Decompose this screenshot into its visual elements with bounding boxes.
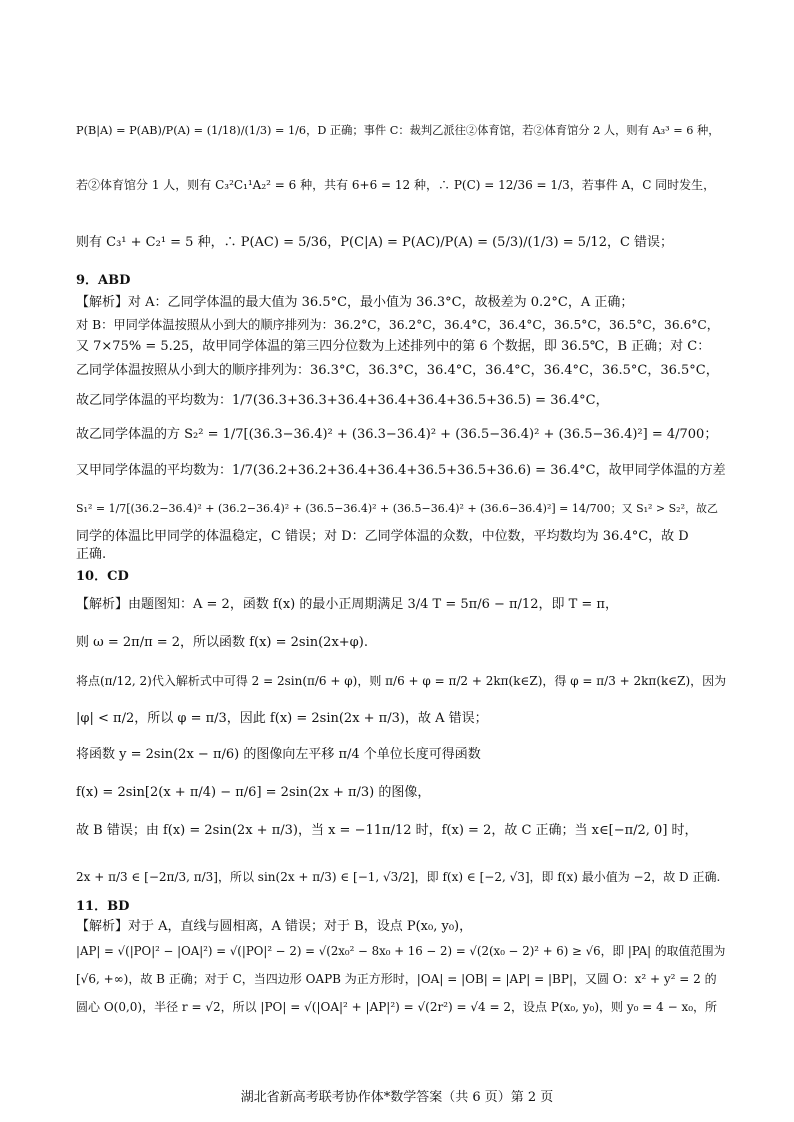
text-line: 则有 C₃¹ + C₂¹ = 5 种，∴ P(AC) = 5/36，P(C|A) = P(AC)/P(A) = (5/3)/(1/3) = 5/12，C 错误；	[76, 235, 674, 250]
text-line: 将点(π/12, 2)代入解析式中可得 2 = 2sin(π/6 + φ)，则 π/6 + φ = π/2 + 2kπ(k∈Z)，得 φ = π/3 + 2kπ(k∈Z)，因为	[76, 674, 727, 688]
text-line: 【解析】由题图知：A = 2，函数 f(x) 的最小正周期满足 3/4 T = 5π/6 − π/12，即 T = π，	[76, 597, 618, 612]
text-line: 又甲同学体温的平均数为：1/7(36.2+36.2+36.4+36.4+36.5+36.5+36.6) = 36.4°C，故甲同学体温的方差	[76, 463, 726, 478]
text-line: 圆心 O(0,0)，半径 r = √2，所以 |PO| = √(|OA|² + |AP|²) = √(2r²) = √4 = 2，设点 P(x₀, y₀)，则 y₀ = 4 − x₀，所	[76, 1000, 718, 1014]
question-number: 10．CD	[76, 569, 129, 584]
text-line: 2x + π/3 ∈ [−2π/3, π/3]，所以 sin(2x + π/3) ∈ [−1, √3/2]，即 f(x) ∈ [−2, √3]，即 f(x) 最小值为 −2，故 D 正确.	[76, 870, 721, 884]
text-line: 正确.	[76, 547, 107, 562]
text-line: |φ| < π/2，所以 φ = π/3，因此 f(x) = 2sin(2x + π/3)，故 A 错误；	[76, 711, 488, 726]
question-number: 11．BD	[76, 899, 130, 914]
text-line: 【解析】对 A：乙同学体温的最大值为 36.5°C，最小值为 36.3°C，故极差为 0.2°C，A 正确；	[76, 295, 634, 310]
text-line: 故乙同学体温的平均数为：1/7(36.3+36.3+36.4+36.4+36.4+36.5+36.5) = 36.4°C，	[76, 393, 609, 408]
text-line: 对 B：甲同学体温按照从小到大的顺序排列为：36.2°C，36.2°C，36.4°C，36.4°C，36.5°C，36.5°C，36.6°C，	[76, 318, 720, 332]
question-number: 9．ABD	[76, 273, 131, 288]
text-line: 将函数 y = 2sin(2x − π/6) 的图像向左平移 π/4 个单位长度可得函数	[76, 747, 481, 762]
text-line: S₁² = 1/7[(36.2−36.4)² + (36.2−36.4)² + (36.5−36.4)² + (36.5−36.4)² + (36.6−36.4)²] = 14/700；又 S₁² > S₂²，故乙	[76, 502, 718, 515]
text-line: f(x) = 2sin[2(x + π/4) − π/6] = 2sin(2x + π/3) 的图像，	[76, 785, 431, 800]
text-line: |AP| = √(|PO|² − |OA|²) = √(|PO|² − 2) = √(2x₀² − 8x₀ + 16 − 2) = √(2(x₀ − 2)² + 6) ≥ √6，即 |PA| 的取值范围为	[76, 944, 726, 958]
text-line: 若②体育馆分 1 人，则有 C₃²C₁¹A₂² = 6 种，共有 6+6 = 12 种，∴ P(C) = 12/36 = 1/3，若事件 A，C 同时发生，	[76, 178, 716, 192]
text-line: 故 B 错误；由 f(x) = 2sin(2x + π/3)，当 x = −11π/12 时，f(x) = 2，故 C 正确；当 x∈[−π/2, 0] 时，	[76, 823, 698, 838]
text-line: 则 ω = 2π/π = 2，所以函数 f(x) = 2sin(2x+φ).	[76, 635, 368, 650]
text-line: [√6, +∞)，故 B 正确；对于 C，当四边形 OAPB 为正方形时，|OA| = |OB| = |AP| = |BP|，又圆 O：x² + y² = 2 的	[76, 972, 717, 986]
page-footer: 湖北省新高考联考协作体*数学答案（共 6 页）第 2 页	[240, 1090, 554, 1105]
text-line: 同学的体温比甲同学的体温稳定，C 错误；对 D：乙同学体温的众数，中位数，平均数均为 36.4°C，故 D	[76, 529, 689, 544]
text-line: 又 7×75% = 5.25，故甲同学体温的第三四分位数为上述排列中的第 6 个数据，即 36.5℃，B 正确；对 C：	[76, 339, 711, 354]
text-line: 乙同学体温按照从小到大的顺序排列为：36.3°C，36.3°C，36.4°C，36.4°C，36.4°C，36.5°C，36.5°C，	[76, 363, 719, 378]
text-line: 【解析】对于 A，直线与圆相离，A 错误；对于 B，设点 P(x₀, y₀)，	[76, 919, 473, 934]
text-line: 故乙同学体温的方 S₂² = 1/7[(36.3−36.4)² + (36.3−36.4)² + (36.5−36.4)² + (36.5−36.4)²] = 4/700；	[76, 427, 718, 442]
text-line: P(B|A) = P(AB)/P(A) = (1/18)/(1/3) = 1/6，D 正确；事件 C：裁判乙派往②体育馆，若②体育馆分 2 人，则有 A₃³ = 6 种，	[76, 124, 720, 137]
